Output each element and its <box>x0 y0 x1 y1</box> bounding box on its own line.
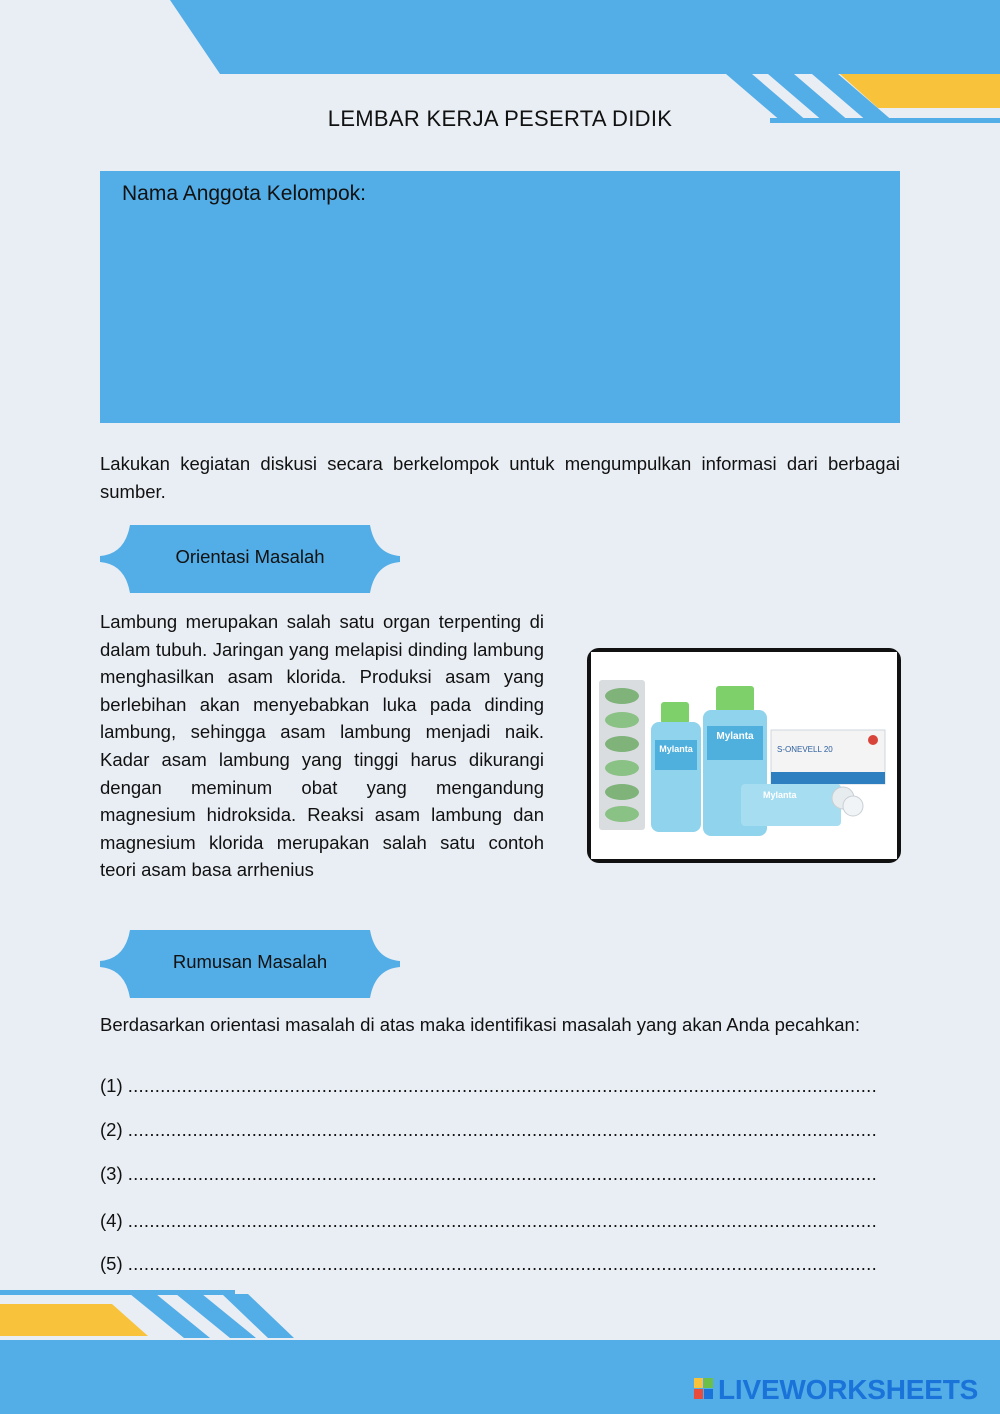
page-title: LEMBAR KERJA PESERTA DIDIK <box>327 106 673 131</box>
answer-line-1[interactable] <box>100 1075 900 1097</box>
box-label: S-ONEVELL 20 <box>777 745 833 754</box>
antacid-photo <box>587 648 901 863</box>
bottle-1-brand: Mylanta <box>659 744 693 754</box>
answer-label: (1) <box>100 1075 123 1096</box>
logo-mark-icon <box>694 1378 714 1400</box>
answer-line-3[interactable] <box>100 1163 900 1185</box>
antacid-illustration <box>591 652 897 859</box>
problem-banner <box>100 930 400 998</box>
answer-blank[interactable]: ........................................................................................................................................... <box>127 1253 877 1274</box>
intro-text: Lakukan kegiatan diskusi secara berkelompok untuk mengumpulkan informasi dari berbagai sumber. <box>100 453 900 502</box>
orientation-banner <box>100 525 400 593</box>
orientation-text: Lambung merupakan salah satu organ terpenting di dalam tubuh. Jaringan yang melapisi dinding lambung menghasilkan asam klorida. Produksi asam yang berlebihan akan menyebabkan luka pada dinding lambung, sehingga asam lambung menjadi naik. Kadar asam lambung yang tinggi harus dikurangi dengan meminum obat yang mengandung magnesium hidroksida. Reaksi asam lambung dan magnesium klorida merupakan salah satu contoh teori asam basa arrhenius <box>100 611 544 881</box>
medicine-box <box>771 730 885 784</box>
answer-line-4[interactable] <box>100 1210 900 1232</box>
group-members-box[interactable] <box>100 171 900 423</box>
problem-prompt: Berdasarkan orientasi masalah di atas maka identifikasi masalah yang akan Anda pecahkan: <box>100 1014 860 1035</box>
bottle-2-brand: Mylanta <box>716 731 754 742</box>
logo-text: LIVEWORKSHEETS <box>718 1374 979 1405</box>
answer-label: (2) <box>100 1119 123 1140</box>
answer-label: (5) <box>100 1253 123 1274</box>
orientation-heading: Orientasi Masalah <box>175 546 325 567</box>
problem-heading: Rumusan Masalah <box>172 951 328 972</box>
answer-label: (3) <box>100 1163 123 1184</box>
answer-blank[interactable]: ........................................................................................................................................... <box>127 1075 877 1096</box>
answer-line-5[interactable] <box>100 1253 900 1275</box>
answer-blank[interactable]: ........................................................................................................................................... <box>127 1210 877 1231</box>
answer-blank[interactable]: ........................................................................................................................................... <box>127 1163 877 1184</box>
answer-line-2[interactable] <box>100 1119 900 1141</box>
group-members-label: Nama Anggota Kelompok: <box>122 182 366 205</box>
blister-pack <box>599 680 645 830</box>
pack-brand: Mylanta <box>763 790 797 800</box>
answer-blank[interactable]: ........................................................................................................................................... <box>127 1119 877 1140</box>
answer-label: (4) <box>100 1210 123 1231</box>
